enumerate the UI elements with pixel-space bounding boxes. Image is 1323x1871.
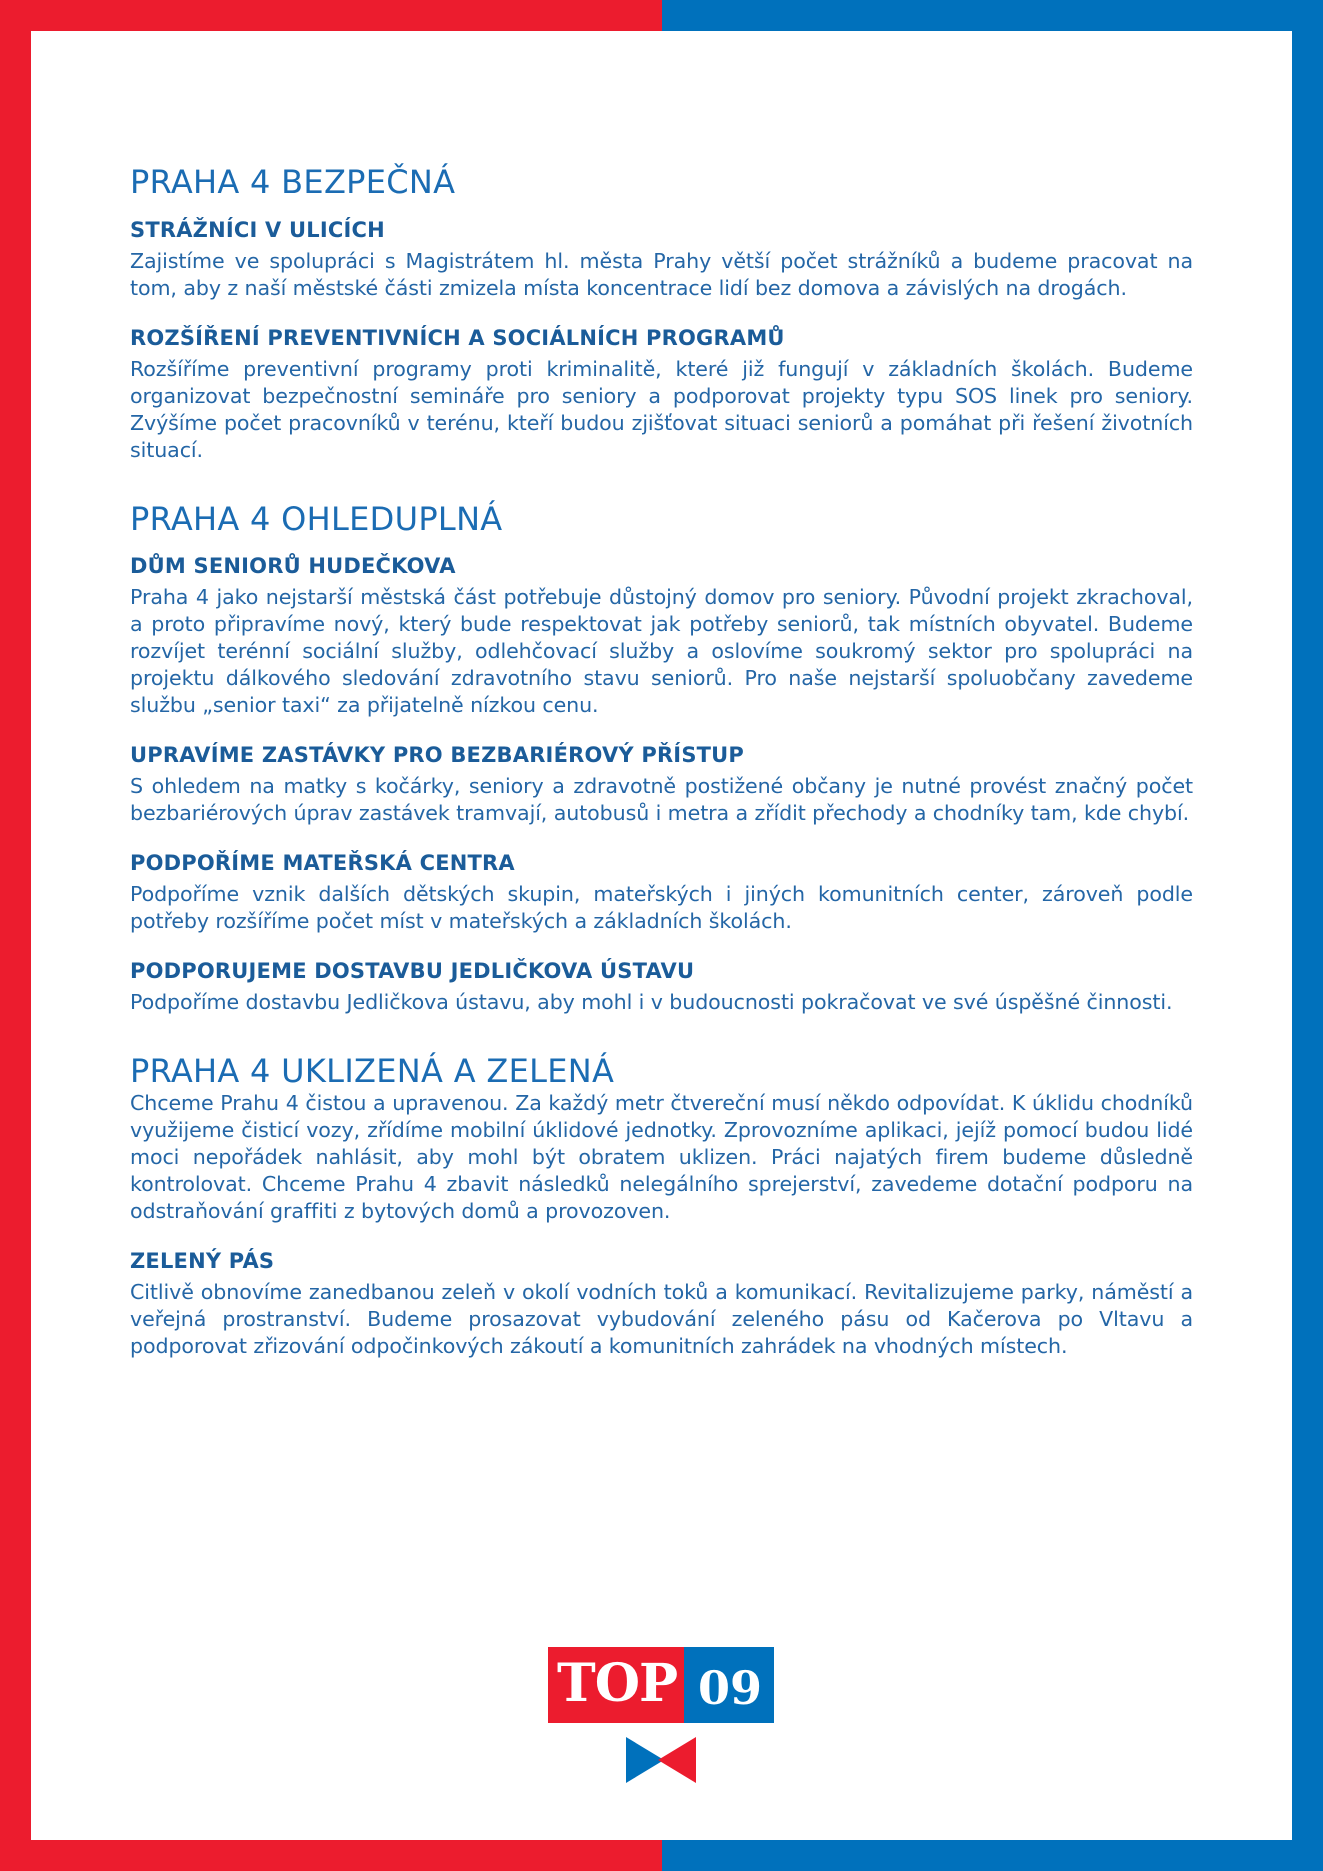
paragraph-jedlickuv-ustav: Podpoříme dostavbu Jedličkova ústavu, aby mohl i v budoucnosti pokračovat ve své úspěšné činnosti. (130, 990, 1173, 1014)
subheading-dum-senioru: DŮM SENIORŮ HUDEČKOVA (130, 554, 456, 578)
subheading-zastavky: UPRAVÍME ZASTÁVKY PRO BEZBARIÉROVÝ PŘÍSTUP (130, 743, 745, 767)
paragraph-zastavky: S ohledem na matky s kočárky, seniory a zdravotně postižené občany je nutné provést značný počet bezbariérových úprav zastávek tramvají, autobusů i metra a zřídit přechody a chodníky tam, kde chybí. (130, 774, 1193, 825)
section-title-bezpecna: PRAHA 4 BEZPEČNÁ (130, 163, 456, 201)
logo-top-block (548, 1647, 684, 1723)
subheading-preventivni-programy: ROZŠÍŘENÍ PREVENTIVNÍCH A SOCIÁLNÍCH PROGRAMŮ (130, 326, 785, 350)
logo-09-text: 09 (698, 1661, 763, 1715)
paragraph-zeleny-pas: Citlivě obnovíme zanedbanou zeleň v okolí vodních toků a komunikací. Revitalizujeme parky, náměstí a veřejná prostranství. Budeme prosazovat vybudování zeleného pásu od Kačerova po Vltavu a podporovat zřizování odpočinkových zákoutí a komunitních zahrádek na vhodných místech. (130, 1280, 1193, 1358)
paragraph-uklizena-intro: Chceme Prahu 4 čistou a upravenou. Za každý metr čtvereční musí někdo odpovídat. K úklidu chodníků využijeme čisticí vozy, zřídíme mobilní úklidové jednotky. Zprovozníme aplikaci, jejíž pomocí budou lidé moci nepořádek nahlásit, aby mohl být obratem uklizen. Práci najatých firem budeme důsledně kontrolovat. Chceme Prahu 4 zbavit následků nelegálního sprejerství, zavedeme dotační podporu na odstraňování graffiti z bytových domů a provozoven. (130, 1091, 1193, 1223)
section-title-ohleduplna: PRAHA 4 OHLEDUPLNÁ (130, 500, 503, 538)
subheading-strazinci: STRÁŽNÍCI V ULICÍCH (130, 218, 385, 242)
section-title-uklizena-zelena: PRAHA 4 UKLIZENÁ A ZELENÁ (130, 1052, 615, 1090)
subheading-materska-centra: PODPOŘÍME MATEŘSKÁ CENTRA (130, 851, 515, 875)
subheading-zeleny-pas: ZELENÝ PÁS (130, 1249, 275, 1273)
paragraph-preventivni-programy: Rozšíříme preventivní programy proti kriminalitě, které již fungují v základních školách. Budeme organizovat bezpečnostní semináře pro seniory a podporovat projekty typu SOS linek pro seniory. Zvýšíme počet pracovníků v terénu, kteří budou zjišťovat situaci seniorů a pomáhat při řešení životních situací. (130, 357, 1193, 462)
logo-flag-icon (626, 1737, 696, 1783)
logo-top-text: TOP (557, 1653, 678, 1714)
logo-09-block (684, 1647, 774, 1723)
document-content (130, 163, 1193, 1360)
paragraph-dum-senioru: Praha 4 jako nejstarší městská část potřebuje důstojný domov pro seniory. Původní projekt zkrachoval, a proto připravíme nový, který bude respektovat jak potřeby seniorů, tak místních obyvatel. Budeme rozvíjet terénní sociální služby, odlehčovací služby a oslovíme soukromý sektor pro spolupráci na projektu dálkového sledování zdravotního stavu seniorů. Pro naše nejstarší spoluobčany zavedeme službu „senior taxi“ za přijatelně nízkou cenu. (130, 585, 1193, 717)
subheading-jedlickuv-ustav: PODPORUJEME DOSTAVBU JEDLIČKOVA ÚSTAVU (130, 959, 695, 983)
paragraph-materska-centra: Podpoříme vznik dalších dětských skupin, mateřských i jiných komunitních center, zároveň podle potřeby rozšíříme počet míst v mateřských a základních školách. (130, 882, 1193, 933)
paragraph-strazinci: Zajistíme ve spolupráci s Magistrátem hl. města Prahy větší počet strážníků a budeme pracovat na tom, aby z naší městské části zmizela místa koncentrace lidí bez domova a závislých na drogách. (130, 249, 1193, 300)
top09-logo (548, 1647, 774, 1769)
